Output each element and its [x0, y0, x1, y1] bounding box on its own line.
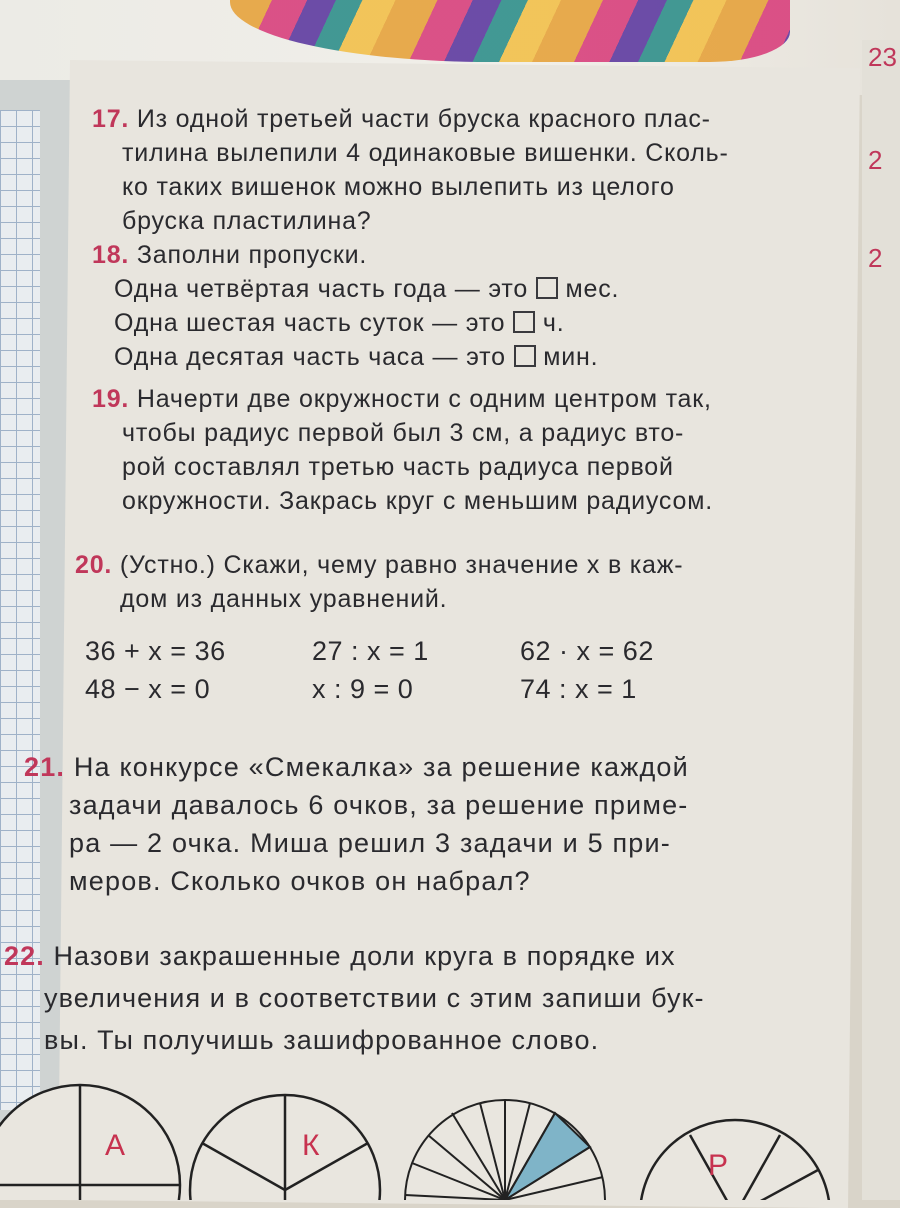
task-18-row-unit: мес. — [565, 275, 620, 303]
circle-many-sectors — [405, 1100, 605, 1200]
fraction-circles — [0, 1075, 900, 1200]
task-20-number: 20. — [75, 551, 113, 579]
circle-a — [0, 1085, 180, 1200]
task-21-line: На конкурсе «Смекалка» за решение каждой — [73, 752, 689, 782]
right-page-edge — [862, 40, 900, 1200]
letter-a: А — [105, 1129, 126, 1162]
letter-k: К — [302, 1129, 320, 1162]
task-18-row — [92, 340, 619, 374]
task-21-line: меров. Сколько очков он набрал? — [69, 866, 531, 896]
equation: 62 · x = 62 — [520, 636, 654, 666]
circle-k — [190, 1095, 380, 1200]
task-20-line: (Устно.) Скажи, чему равно значение x в каж- — [119, 551, 684, 579]
task-18-row-text: Одна десятая часть часа — это — [114, 343, 506, 371]
task-20 — [75, 548, 683, 616]
answer-box — [514, 345, 536, 367]
task-19-line: чтобы радиус первой был 3 см, а радиус вто- — [122, 419, 685, 447]
task-22-number: 22. — [4, 941, 45, 971]
task-18-row — [92, 306, 619, 340]
task-21-line: ра — 2 очка. Миша решил 3 задачи и 5 при- — [69, 828, 672, 858]
task-17-line: ко таких вишенок можно вылепить из целого — [122, 173, 675, 201]
answer-box — [536, 277, 558, 299]
task-22-line: вы. Ты получишь зашифрованное слово. — [44, 1025, 600, 1055]
circle-r — [640, 1120, 830, 1200]
page-number-right-b: 2 — [868, 243, 883, 273]
task-18-title: Заполни пропуски. — [136, 241, 368, 269]
task-19-line: окружности. Закрась круг с меньшим радиусом. — [122, 487, 713, 515]
task-18 — [92, 238, 619, 374]
task-17-number: 17. — [92, 105, 130, 133]
task-18-row-text: Одна четвёртая часть года — это — [114, 275, 529, 303]
task-18-number: 18. — [92, 241, 130, 269]
page-number-top: 23 — [868, 42, 897, 72]
task-19-line: Начерти две окружности с одним центром так, — [136, 385, 712, 413]
task-21-number: 21. — [24, 752, 66, 782]
task-22-line: Назови закрашенные доли круга в порядке их — [53, 941, 676, 971]
task-19 — [92, 382, 713, 518]
task-18-row-unit: ч. — [542, 309, 565, 337]
answer-box — [513, 311, 535, 333]
equation: 27 : x = 1 — [312, 636, 429, 666]
task-18-row-unit: мин. — [543, 343, 599, 371]
task-21 — [24, 748, 689, 900]
task-22 — [4, 935, 705, 1061]
equation: x : 9 = 0 — [312, 674, 414, 704]
equation: 36 + x = 36 — [85, 636, 226, 666]
task-19-number: 19. — [92, 385, 130, 413]
task-19-line: рой составлял третью часть радиуса первой — [122, 453, 674, 481]
task-21-line: задачи давалось 6 очков, за решение приме- — [69, 790, 689, 820]
task-17-line: Из одной третьей части бруска красного плас- — [136, 105, 711, 133]
equation: 74 : x = 1 — [520, 674, 637, 704]
equation: 48 − x = 0 — [85, 674, 211, 704]
task-17-line: бруска пластилина? — [122, 207, 372, 235]
task-20-line: дом из данных уравнений. — [120, 585, 448, 613]
letter-r: Р — [708, 1149, 729, 1182]
task-17 — [92, 102, 729, 238]
task-18-row — [92, 272, 619, 306]
task-18-row-text: Одна шестая часть суток — это — [114, 309, 506, 337]
task-22-line: увеличения и в соответствии с этим запиши бук- — [44, 983, 705, 1013]
page-number-right-a: 2 — [868, 145, 883, 175]
task-17-line: тилина вылепили 4 одинаковые вишенки. Сколь- — [122, 139, 729, 167]
